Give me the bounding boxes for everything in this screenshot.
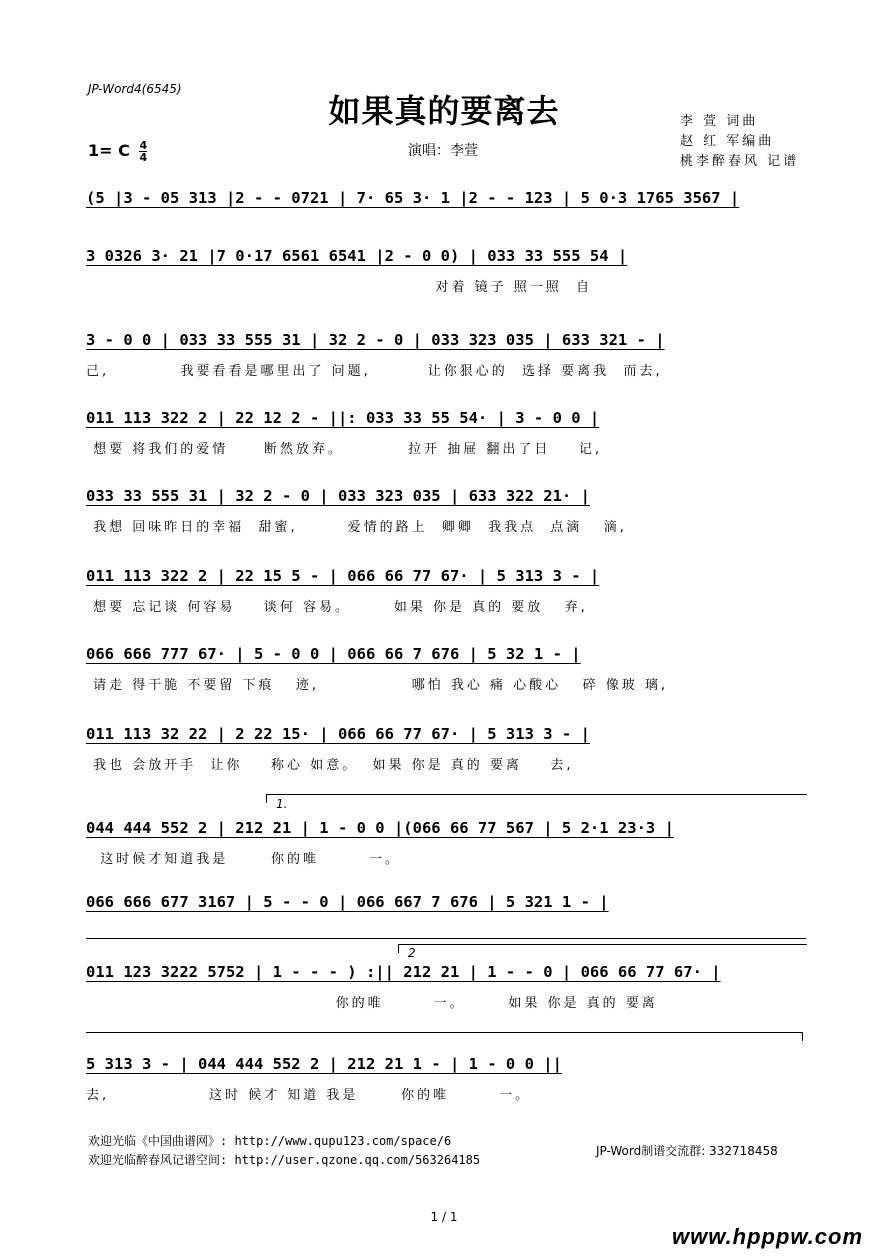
lyrics: 你的唯 一。 如果 你是 真的 要离 [86, 996, 658, 1011]
time-bottom: 4 [139, 151, 148, 164]
lyrics: 请走 得干脆 不要留 下痕 迹, 哪怕 我心 痛 心酸心 碎 像玻 璃, [86, 678, 668, 693]
notes: 011 113 32 22 | 2 22 15· | 066 66 77 67· | 5 313 3 - | [86, 725, 590, 743]
lyrics: 己, 我要看看是哪里出了 问题, 让你狠心的 选择 要离我 而去, [86, 364, 663, 379]
key-label: 1= C [88, 141, 130, 160]
volta-label-2: 2 [408, 946, 416, 960]
notes: 5 313 3 - | 044 444 552 2 | 212 21 1 - | 1 - 0 0 || [86, 1055, 562, 1073]
lyrics: 我想 回味昨日的幸福 甜蜜, 爱情的路上 卿卿 我我点 点滴 滴, [86, 520, 627, 535]
credit-transcriber: 桃李醉春风 记谱 [680, 154, 800, 169]
lyrics: 去, 这时 候才 知道 我是 你的唯 一。 [86, 1088, 532, 1103]
group-info: JP-Word制谱交流群: 332718458 [596, 1144, 778, 1158]
tie-line-final [86, 1032, 803, 1041]
notes: 011 123 3222 5752 | 1 - - - ) :|| 212 21 | 1 - - 0 | 066 66 77 67· | [86, 963, 721, 981]
notes: 066 666 677 3167 | 5 - - 0 | 066 667 7 676 | 5 321 1 - | [86, 893, 609, 911]
credit-arranger: 赵 红 军编曲 [680, 134, 775, 149]
time-top: 4 [139, 139, 148, 152]
credit-lyricist: 李 萱 词曲 [680, 114, 759, 129]
lyrics: 我也 会放开手 让你 称心 如意。 如果 你是 真的 要离 去, [86, 758, 574, 773]
footer-link-2[interactable]: 欢迎光临醉春风记谱空间: http://user.qzone.qq.com/563264185 [88, 1153, 481, 1167]
volta-bracket-1 [266, 794, 807, 803]
volta-label-1: 1. [276, 797, 288, 811]
lyrics: 想要 将我们的爱情 断然放弃。 拉开 抽屉 翻出了日 记, [86, 442, 603, 457]
notes: 033 33 555 31 | 32 2 - 0 | 033 323 035 | 633 322 21· | [86, 487, 590, 505]
key-signature [88, 140, 147, 163]
notes: 3 - 0 0 | 033 33 555 31 | 32 2 - 0 | 033 323 035 | 633 321 - | [86, 331, 665, 349]
volta-bracket-2 [398, 944, 807, 953]
lyrics: 想要 忘记谈 何容易 谈何 容易。 如果 你是 真的 要放 弃, [86, 600, 588, 615]
page-number: 1 / 1 [430, 1210, 458, 1224]
time-signature [139, 140, 147, 163]
lyrics: 对着 镜子 照一照 自 [86, 280, 593, 295]
notes: 011 113 322 2 | 22 12 2 - ||: 033 33 55 54· | 3 - 0 0 | [86, 409, 600, 427]
software-tag: JP-Word4(6545) [88, 82, 182, 96]
notes: 011 113 322 2 | 22 15 5 - | 066 66 77 67· | 5 313 3 - | [86, 567, 600, 585]
notes: 066 666 777 67· | 5 - 0 0 | 066 66 7 676 | 5 32 1 - | [86, 645, 581, 663]
notes: 044 444 552 2 | 212 21 | 1 - 0 0 |(066 66 77 567 | 5 2·1 23·3 | [86, 819, 674, 837]
notes: 3 0326 3· 21 |7 0·17 6561 6541 |2 - 0 0) | 033 33 555 54 | [86, 247, 628, 265]
lyrics: 这时候才知道我是 你的唯 一。 [86, 852, 401, 867]
song-title: 如果真的要离去 [328, 92, 560, 130]
watermark: www.hpppw.com [672, 1224, 864, 1249]
footer-link-1[interactable]: 欢迎光临《中国曲谱网》: http://www.qupu123.com/space/6 [88, 1134, 452, 1148]
notes: (5 |3 - 05 313 |2 - - 0721 | 7· 65 3· 1 |2 - - 123 | 5 0·3 1765 3567 | [86, 189, 740, 207]
singer: 演唱：李萱 [408, 143, 478, 159]
